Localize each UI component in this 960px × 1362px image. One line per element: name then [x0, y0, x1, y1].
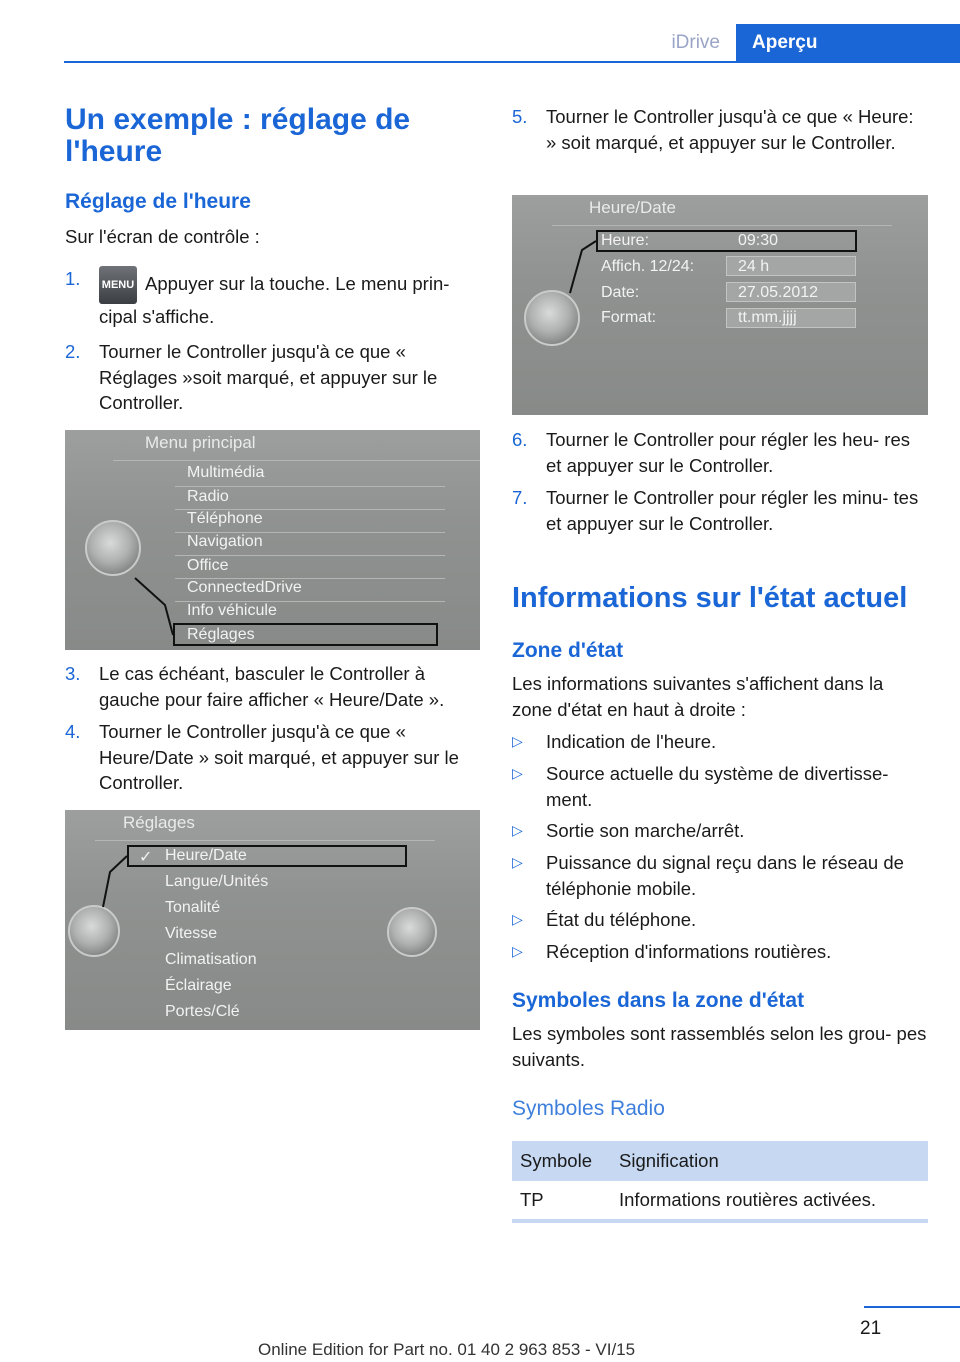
- pointer-line: [65, 430, 480, 650]
- bullet-item: [512, 818, 928, 844]
- step-4: [65, 719, 481, 796]
- bullet-text: Sortie son marche/arrêt.: [546, 820, 745, 841]
- bullet-text: Source actuelle du système de divertisse‐ ment.: [546, 763, 889, 810]
- menu-item: Navigation: [187, 533, 263, 550]
- step-3: [65, 661, 481, 712]
- check-icon: ✓: [139, 849, 153, 866]
- bullet-text: Réception d'informations routières.: [546, 941, 832, 962]
- bullet-item: [512, 850, 928, 901]
- table-header: Symbole: [512, 1141, 611, 1181]
- edition-text: Online Edition for Part no. 01 40 2 963 853 - VI/15: [258, 1340, 636, 1359]
- section-title: Informations sur l'état actuel: [512, 582, 908, 614]
- step-number: 2.: [65, 341, 81, 362]
- page-header: [636, 24, 960, 61]
- subsection-title: Symboles dans la zone d'état: [512, 989, 805, 1012]
- bullet-text: Puissance du signal reçu dans le réseau de téléphonie mobile.: [546, 852, 904, 899]
- menu-item: Office: [187, 557, 229, 574]
- section-title: Un exemple : réglage de l'heure: [65, 103, 411, 168]
- menu-item: Multimédia: [187, 464, 265, 481]
- menu-item-selected: Réglages: [187, 626, 255, 643]
- header-tab-active[interactable]: Aperçu: [736, 24, 960, 61]
- screen-title: Heure/Date: [589, 198, 676, 217]
- menu-item: ConnectedDrive: [187, 579, 302, 596]
- step-text: Le cas échéant, basculer le Controller à gauche pour faire afficher « Heure/Date ».: [99, 663, 445, 710]
- screen-title: Réglages: [123, 813, 195, 832]
- field-label: Date:: [601, 284, 640, 301]
- step-text: Appuyer sur la touche. Le menu prin‐ cipal s'affiche.: [99, 272, 450, 327]
- bullet-text: Indication de l'heure.: [546, 731, 717, 752]
- field-value: 24 h: [738, 258, 770, 275]
- step-text: Tourner le Controller pour régler les minu‐ tes et appuyer sur le Controller.: [546, 487, 919, 534]
- pointer-line: [512, 195, 928, 415]
- bullet-icon: ▷: [512, 733, 523, 749]
- field-value: tt.mm.jjjj: [738, 309, 797, 326]
- bullet-icon: ▷: [512, 911, 523, 927]
- symbols-table: [512, 1141, 928, 1223]
- watermark: [258, 1340, 782, 1360]
- header-rule: [64, 61, 960, 63]
- bullet-icon: ▷: [512, 765, 523, 781]
- subsection-title: Symboles Radio: [512, 1097, 665, 1120]
- field-value: 09:30: [738, 232, 779, 249]
- step-number: 6.: [512, 429, 528, 450]
- screenshot-main-menu: [65, 430, 480, 650]
- step-text: Tourner le Controller jusqu'à ce que « Réglages »soit marqué, et appuyer sur le Controller.: [99, 341, 438, 413]
- bullet-text: État du téléphone.: [546, 909, 697, 930]
- screenshot-time-date: [512, 195, 928, 415]
- screen-title: Menu principal: [145, 433, 256, 452]
- step-number: 3.: [65, 663, 81, 684]
- table-row: [512, 1181, 928, 1221]
- step-1: [65, 266, 481, 330]
- field-label: Format:: [601, 309, 657, 326]
- step-text: Tourner le Controller jusqu'à ce que « Heure/Date » soit marqué, et appuyer sur le Controller.: [99, 721, 459, 793]
- step-6: [512, 427, 928, 478]
- step-5: [512, 104, 928, 155]
- step-text: Tourner le Controller pour régler les heu‐ res et appuyer sur le Controller.: [546, 429, 911, 476]
- table-cell: Informations routières activées.: [611, 1181, 928, 1221]
- step-number: 7.: [512, 487, 528, 508]
- intro-text: Sur l'écran de contrôle :: [65, 226, 260, 247]
- menu-item: Info véhicule: [187, 602, 277, 619]
- page-number: 21: [860, 1318, 882, 1339]
- bullet-item: [512, 761, 928, 812]
- subsection-title: Zone d'état: [512, 639, 624, 662]
- menu-item: Tonalité: [165, 899, 221, 916]
- step-number: 4.: [65, 721, 81, 742]
- field-value: 27.05.2012: [738, 284, 819, 301]
- menu-item: Radio: [187, 488, 229, 505]
- step-text: Tourner le Controller jusqu'à ce que « Heure: » soit marqué, et appuyer sur le Controller.: [546, 106, 914, 153]
- menu-item: Éclairage: [165, 977, 232, 994]
- bullet-item: [512, 939, 928, 965]
- header-section-label[interactable]: iDrive: [671, 31, 720, 53]
- step-7: [512, 485, 928, 536]
- footer-rule: [864, 1306, 960, 1308]
- step-number: 5.: [512, 106, 528, 127]
- menu-button-icon: MENU: [99, 266, 137, 304]
- menu-item: Téléphone: [187, 510, 263, 527]
- zone-text: Les informations suivantes s'affichent dans la zone d'état en haut à droite :: [512, 673, 884, 720]
- menu-item: Climatisation: [165, 951, 257, 968]
- step-number: 1.: [65, 268, 81, 289]
- field-label: Affich. 12/24:: [601, 258, 695, 275]
- menu-item: Portes/Clé: [165, 1003, 240, 1020]
- bullet-icon: ▷: [512, 822, 523, 838]
- screenshot-settings-menu: [65, 810, 480, 1030]
- bullet-icon: ▷: [512, 854, 523, 870]
- pointer-line: [65, 810, 480, 1030]
- menu-item-selected: Heure/Date: [165, 847, 247, 864]
- bullet-item: [512, 907, 928, 933]
- table-cell: TP: [512, 1181, 611, 1221]
- bullet-item: [512, 729, 928, 755]
- bullet-icon: ▷: [512, 943, 523, 959]
- symbols-text: Les symboles sont rassemblés selon les grou‐ pes suivants.: [512, 1023, 927, 1070]
- table-header: Signification: [611, 1141, 928, 1181]
- subsection-title: Réglage de l'heure: [65, 190, 251, 213]
- field-label: Heure:: [601, 232, 650, 249]
- step-2: [65, 339, 481, 416]
- menu-item: Vitesse: [165, 925, 218, 942]
- menu-item: Langue/Unités: [165, 873, 269, 890]
